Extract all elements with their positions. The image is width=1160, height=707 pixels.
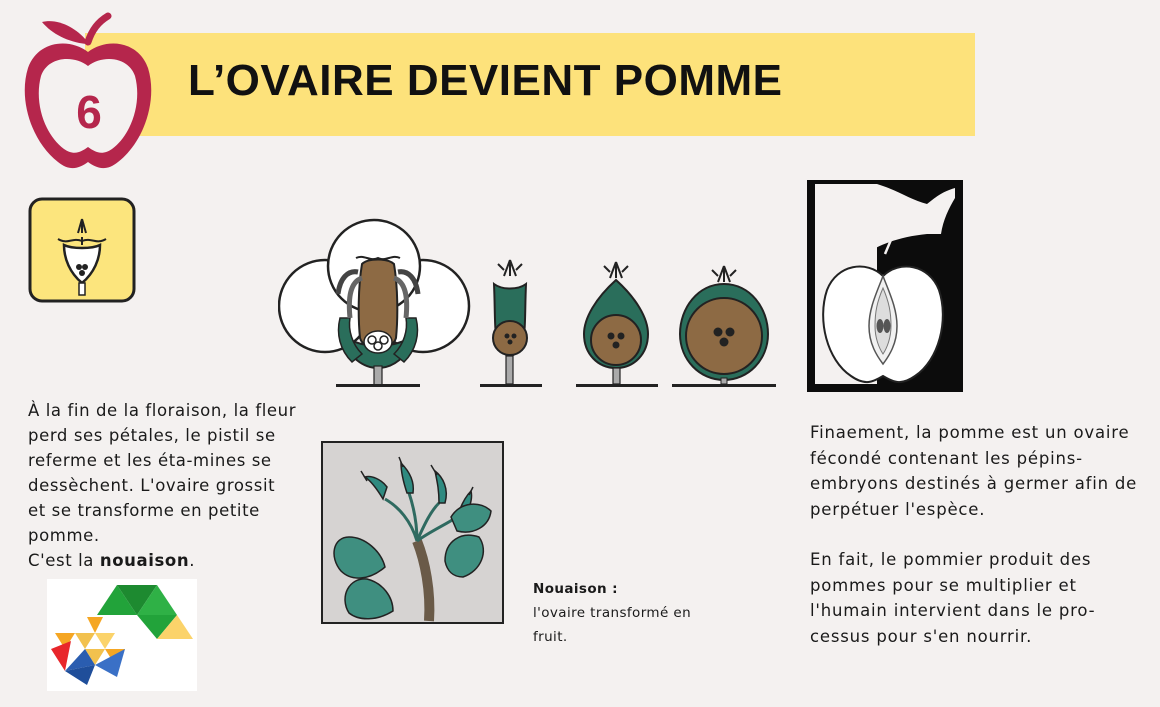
intro-text-block — [28, 398, 298, 573]
intro-conclusion-bold: nouaison — [99, 551, 190, 570]
intro-text: À la fin de la floraison, la fleur perd ses pétales, le pistil se referme et les éta-mines se dessèchent. L'ovaire grossit et se transforme en petite pomme. — [28, 401, 297, 545]
conclusion-text-block — [810, 420, 1150, 674]
growing-ovary-stage — [576, 262, 658, 387]
flower-stage-illustration — [278, 218, 778, 398]
apple-half-illustration — [807, 180, 963, 392]
page-title: L’OVAIRE DEVIENT POMME — [188, 56, 783, 105]
caption-text: l'ovaire transformé en fruit. — [533, 605, 692, 645]
conclusion-paragraph-1: Finaement, la pomme est un ovaire fécondé contenant les pépins-embryons destinés à germer afin de perpétuer l'espèce. — [810, 423, 1138, 519]
early-ovary-stage — [480, 260, 542, 387]
conclusion-paragraph-2: En fait, le pommier produit des pommes pour se multiplier et l'humain intervient dans le pro-cessus pour s'en nourrir. — [810, 550, 1096, 646]
ovary-mini-icon — [28, 197, 136, 303]
triangle-logo-icon — [47, 579, 197, 691]
intro-conclusion-suffix: . — [189, 551, 196, 570]
intro-conclusion-prefix: C'est la — [28, 551, 100, 570]
branch-illustration — [321, 441, 504, 624]
step-number: 6 — [76, 86, 102, 138]
open-flower-stage — [279, 220, 469, 387]
intro-conclusion — [28, 548, 298, 573]
young-fruit-stage — [672, 266, 776, 387]
caption-title: Nouaison : — [533, 581, 618, 597]
apple-badge-icon — [18, 12, 158, 177]
branch-caption — [533, 577, 713, 649]
